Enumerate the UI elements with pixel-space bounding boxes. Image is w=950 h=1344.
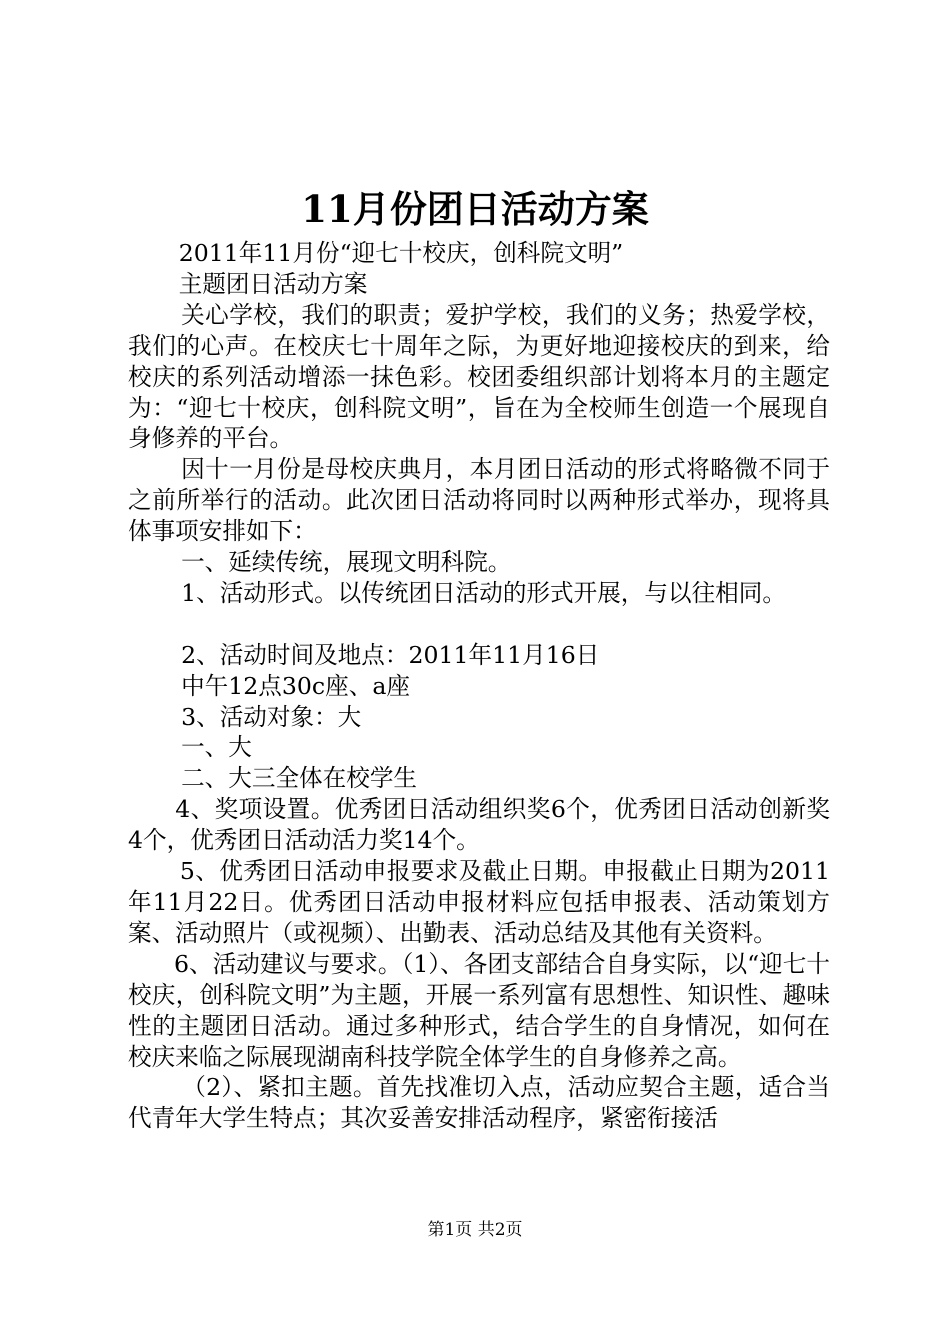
paragraph-subtitle-line-2: 主题团日活动方案	[178, 269, 368, 298]
list-item-theme: （2）、紧扣主题。首先找准切入点，活动应契合主题，适合当代青年大学生特点；其次妥善安排活动程序，紧密衔接活	[128, 1073, 830, 1133]
list-item-deadline: 5、优秀团日活动申报要求及截止日期。申报截止日期为2011年11月22日。优秀团日活动申报材料应包括申报表、活动策划方案、活动照片（或视频）、出勤表、活动总结及其他有关资料。	[128, 857, 830, 947]
paragraph-subtitle-line-1: 2011年11月份“迎七十校庆，创科院文明”	[178, 239, 624, 267]
participants-line-2: 二、大三全体在校学生	[181, 764, 418, 793]
page-footer: 第1页 共2页	[427, 1220, 523, 1240]
paragraph-context: 因十一月份是母校庆典月，本月团日活动的形式将略微不同于之前所举行的活动。此次团日活动将同时以两种形式举办，现将具体事项安排如下：	[128, 455, 830, 546]
list-item-awards: 4、奖项设置。优秀团日活动组织奖6个，优秀团日活动创新奖4个，优秀团日活动活力奖14个。	[128, 795, 830, 855]
document-body	[128, 238, 830, 1134]
paragraph-intro: 关心学校，我们的职责；爱护学校，我们的义务；热爱学校，我们的心声。在校庆七十周年之际，为更好地迎接校庆的到来，给校庆的系列活动增添一抹色彩。校团委组织部计划将本月的主题定为：“迎七十校庆，创科院文明”，旨在为全校师生创造一个展现自身修养的平台。	[128, 300, 830, 453]
section-heading-1: 一、延续传统，展现文明科院。	[181, 548, 512, 577]
time-place-detail: 中午12点30c座、a座	[181, 671, 410, 700]
document-title: 11月份团日活动方案	[301, 187, 649, 231]
list-item-activity-form: 1、活动形式。以传统团日活动的形式开展，与以往相同。	[181, 578, 786, 607]
blank-line	[128, 609, 830, 640]
participants-line-1: 一、大	[181, 733, 252, 762]
list-item-suggestions: 6、活动建议与要求。（1）、各团支部结合自身实际，以“迎七十校庆，创科院文明”为主题，开展一系列富有思想性、知识性、趣味性的主题团日活动。通过多种形式，结合学生的自身情况，如何在校庆来临之际展现湖南科技学院全体学生的自身修养之高。	[128, 949, 830, 1071]
list-item-time-place: 2、活动时间及地点：2011年11月16日	[181, 640, 600, 669]
list-item-participants: 3、活动对象：大	[181, 702, 362, 731]
